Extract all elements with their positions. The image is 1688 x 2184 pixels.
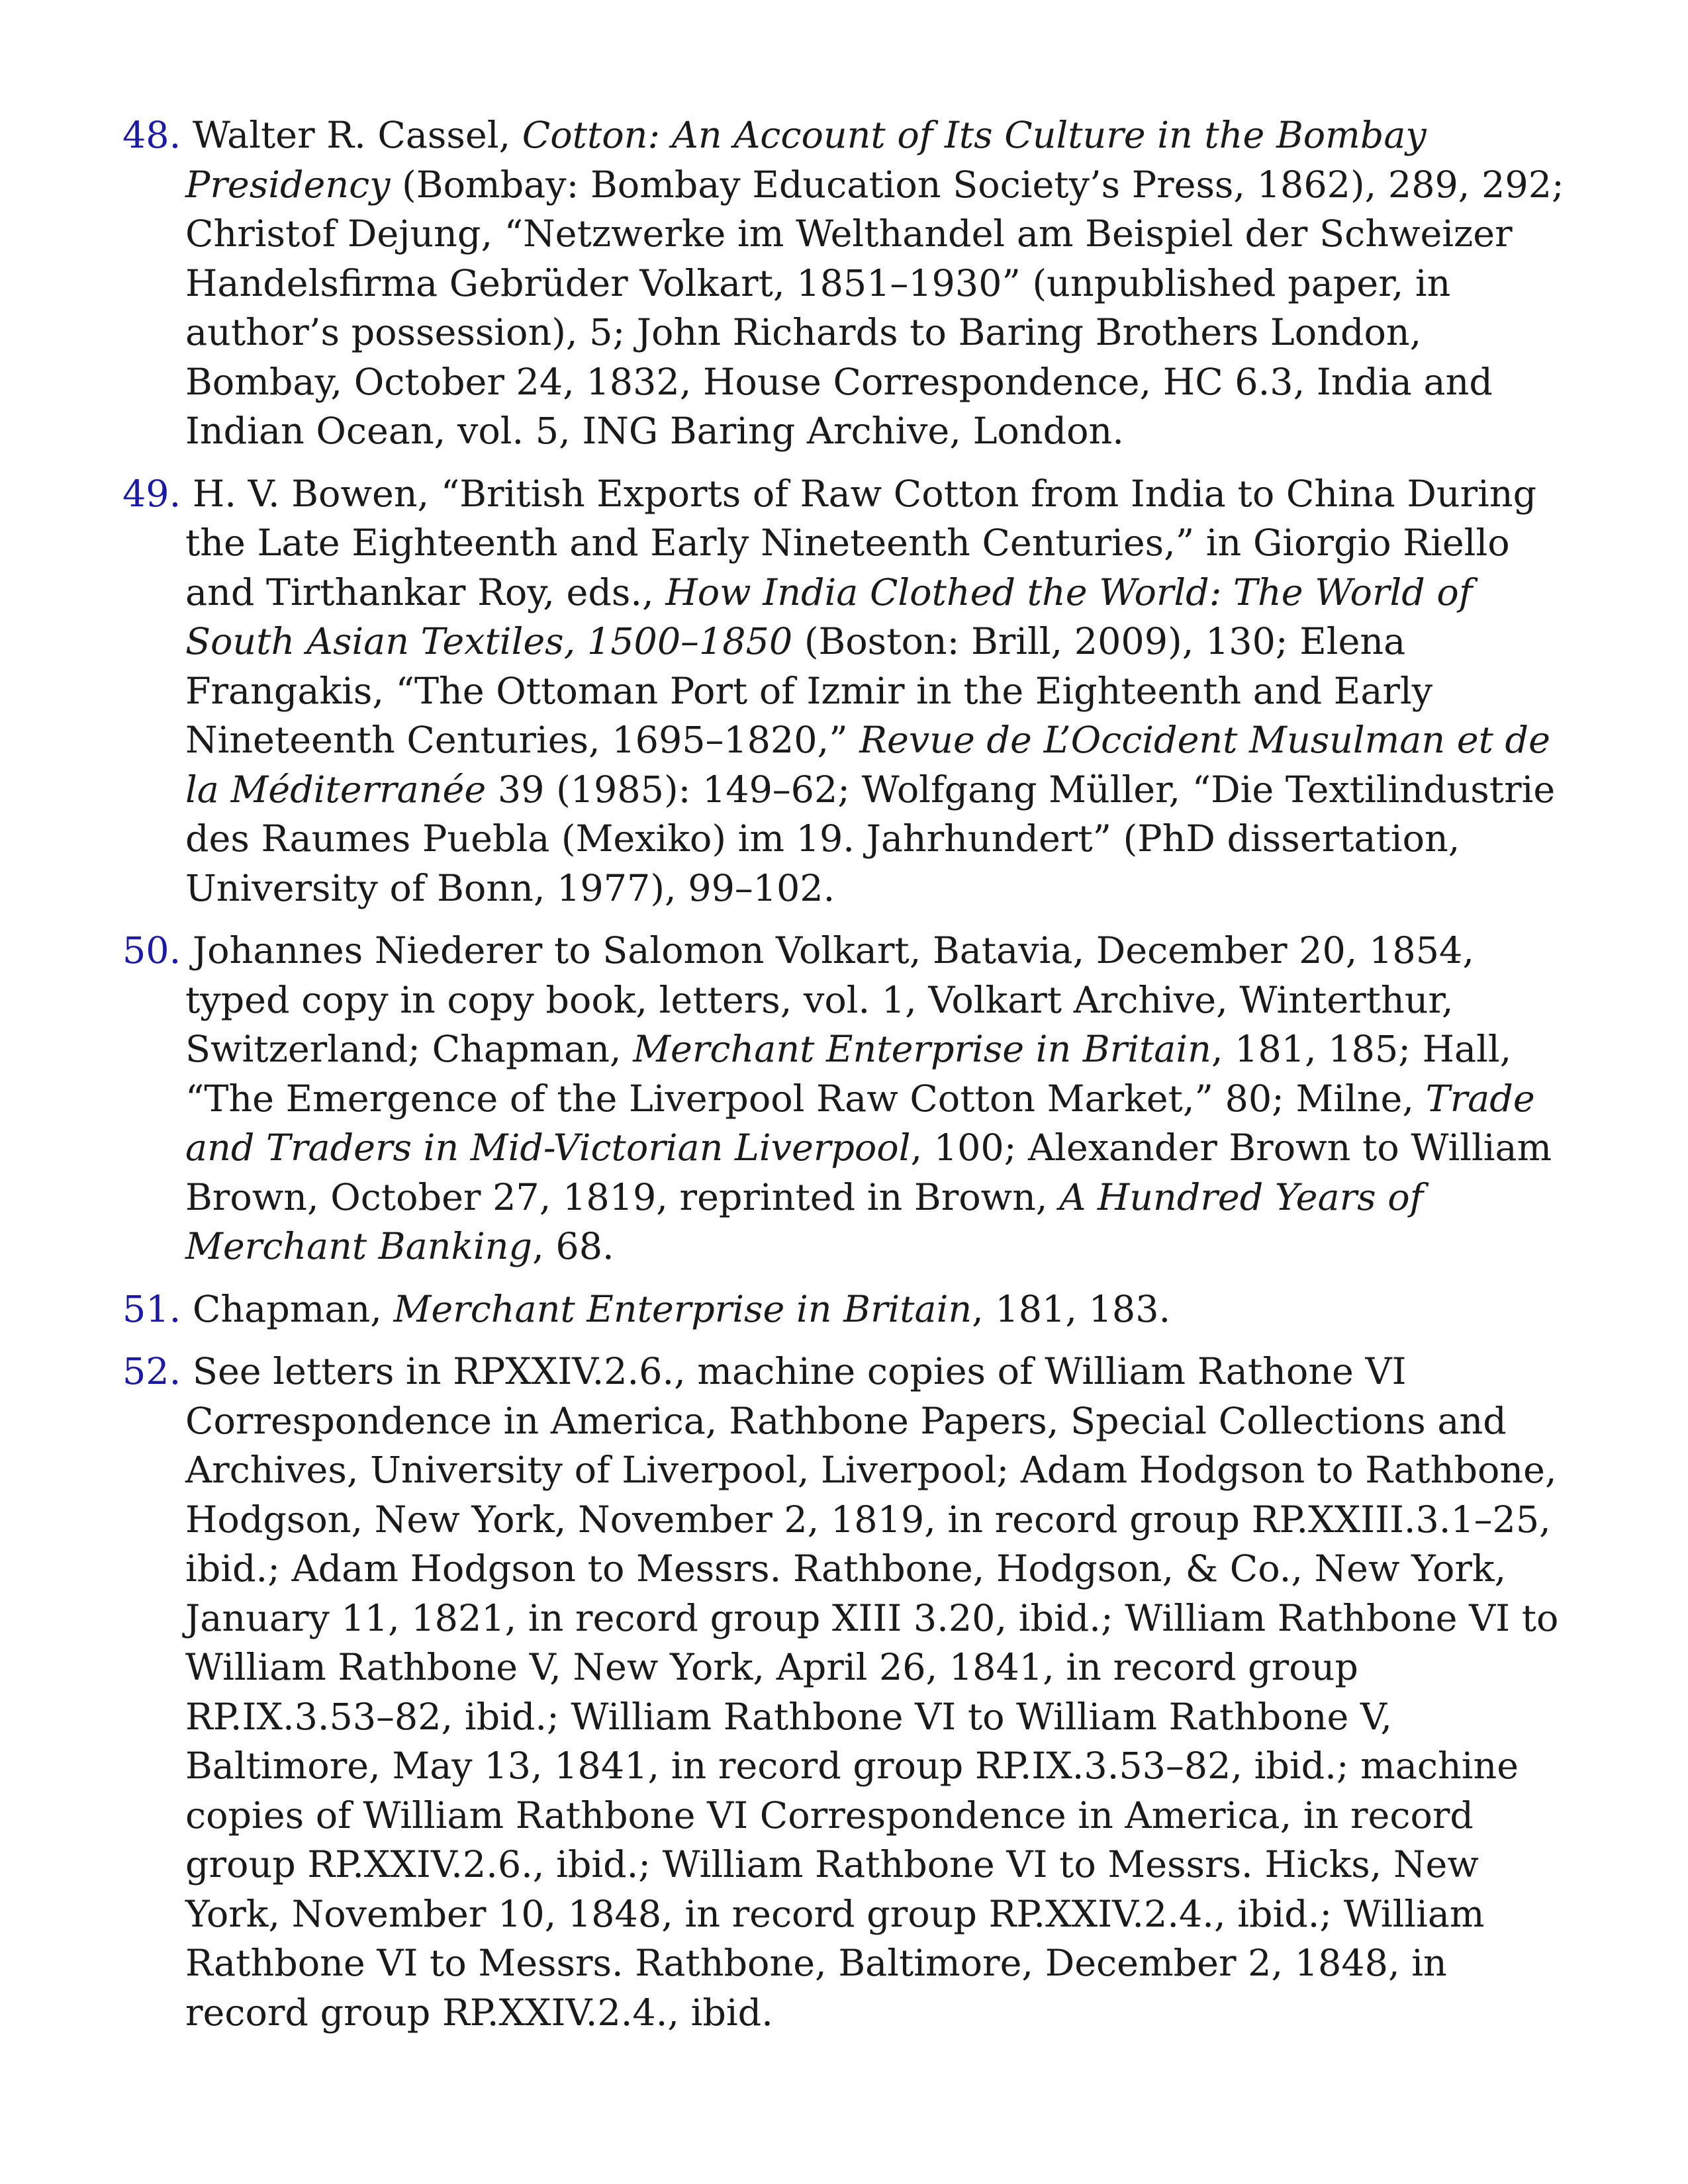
endnote-48 — [122, 111, 1579, 457]
endnote-50 — [122, 927, 1579, 1272]
endnote-52 — [122, 1347, 1579, 2038]
citation-text: (Boston: Brill, 2009), 130; Elena Frangakis, “The Ottoman Port of Izmir in the Eighteenth and Early Nineteenth Centuries, 1695–1820,” — [185, 620, 1433, 762]
citation-text: 39 (1985): 149–62; Wolfgang Müller, “Die Textilindustrie des Raumes Puebla (Mexiko) im 19. Jahrhundert” (PhD dissertation, University of Bonn, 1977), 99–102. — [185, 768, 1556, 910]
endnote-text — [185, 929, 1552, 1268]
endnote-number-link[interactable]: 52. — [122, 1350, 181, 1393]
citation-text: Chapman, — [192, 1287, 394, 1331]
endnote-text — [185, 473, 1555, 910]
endnote-text — [185, 114, 1564, 453]
citation-text: , 181, 185; Hall, “The Emergence of the Liverpool Raw Cotton Market,” 80; Milne, — [185, 1028, 1512, 1120]
endnote-51 — [122, 1285, 1579, 1335]
endnote-49 — [122, 470, 1579, 914]
endnote-text — [185, 1350, 1558, 2034]
endnote-number-link[interactable]: 51. — [122, 1287, 181, 1331]
endnote-number-link[interactable]: 49. — [122, 472, 181, 516]
citation-text: (Bombay: Bombay Education Society’s Press, 1862), 289, 292; Christof Dejung, “Netzwerke im Welthandel am Beispiel der Schweizer Handelsfirma Gebrüder Volkart, 1851–1930” (unpublished paper, in author’s possession), 5; John Richards to Baring Brothers London, Bombay, October 24, 1832, House Correspondence, HC 6.3, India and Indian Ocean, vol. 5, ING Baring Archive, London. — [185, 163, 1564, 453]
citation-title: Merchant Enterprise in Britain — [393, 1287, 972, 1331]
citation-title: Revue de L’Occident Musulman et de la Méditerranée — [185, 719, 1550, 811]
citation-text: , 100; Alexander Brown to William Brown, October 27, 1819, reprinted in Brown, — [185, 1126, 1552, 1219]
endnote-text — [193, 1288, 1170, 1331]
citation-text: See letters in RPXXIV.2.6., machine copies of William Rathone VI Correspondence in America, Rathbone Papers, Special Collections and Archives, University of Liverpool, Liverpool; Adam Hodgson to Rathbone, Hodgson, New York, November 2, 1819, in record group RP.XXIII.3.1–25, ibid.; Adam Hodgson to Messrs. Rathbone, Hodgson, & Co., New York, January 11, 1821, in record group XIII 3.20, ibid.; William Rathbone VI to William Rathbone V, New York, April 26, 1841, in record group RP.IX.3.53–82, ibid.; William Rathbone VI to William Rathbone V, Baltimore, May 13, 1841, in record group RP.IX.3.53–82, ibid.; machine copies of William Rathbone VI Correspondence in America, in record group RP.XXIV.2.6., ibid.; William Rathbone VI to Messrs. Hicks, New York, November 10, 1848, in record group RP.XXIV.2.4., ibid.; William Rathbone VI to Messrs. Rathbone, Baltimore, December 2, 1848, in record group RP.XXIV.2.4., ibid. — [185, 1350, 1559, 2034]
citation-title: How India Clothed the World: The World of South Asian Textiles, 1500–1850 — [185, 570, 1473, 663]
endnote-number-link[interactable]: 48. — [122, 114, 181, 157]
citation-title: A Hundred Years of Merchant Banking — [185, 1175, 1424, 1268]
citation-title: Merchant Enterprise in Britain — [633, 1028, 1211, 1071]
citation-text: Johannes Niederer to Salomon Volkart, Batavia, December 20, 1854, typed copy in copy book, letters, vol. 1, Volkart Archive, Winterthur, Switzerland; Chapman, — [185, 929, 1474, 1071]
citation-text: , 181, 183. — [972, 1287, 1171, 1331]
endnotes-list — [122, 111, 1579, 2051]
citation-text: H. V. Bowen, “British Exports of Raw Cotton from India to China During the Late Eighteenth and Early Nineteenth Centuries,” in Giorgio Riello and Tirthankar Roy, eds., — [185, 472, 1537, 614]
citation-title: Cotton: An Account of Its Culture in the Bombay Presidency — [185, 114, 1427, 206]
citation-title: Trade and Traders in Mid-Victorian Liverpool — [185, 1077, 1535, 1169]
endnote-number-link[interactable]: 50. — [122, 929, 181, 972]
citation-text: , 68. — [532, 1225, 614, 1268]
citation-text: Walter R. Cassel, — [192, 114, 522, 157]
